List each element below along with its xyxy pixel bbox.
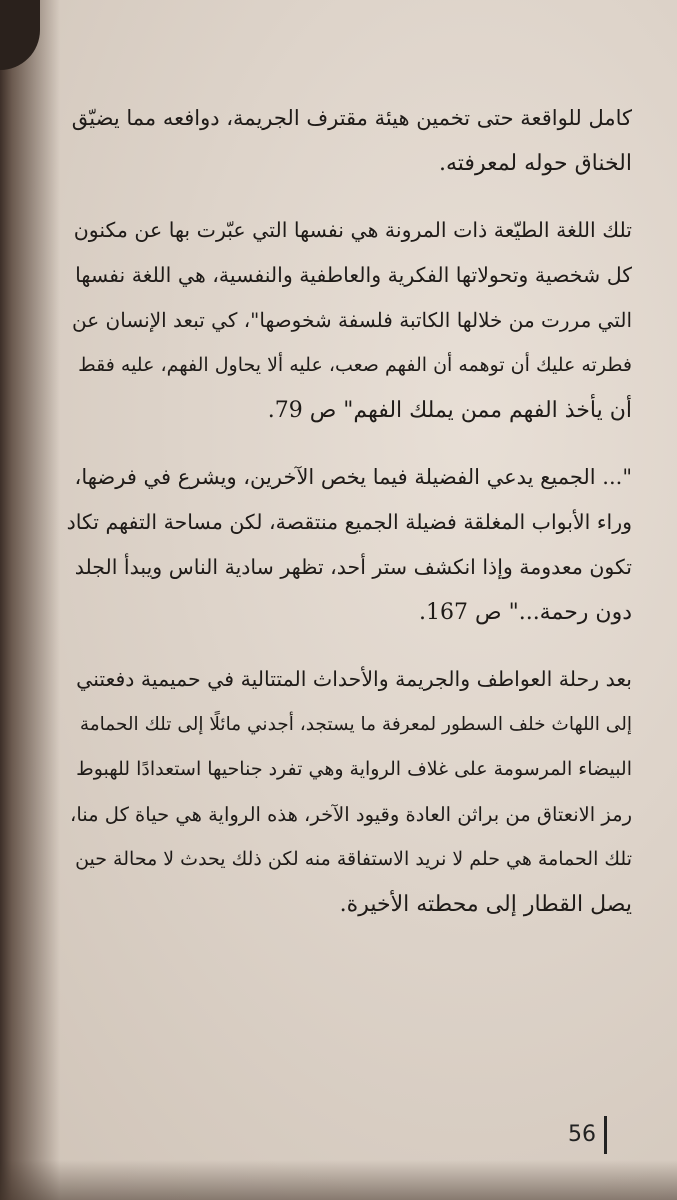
text-line: تكون معدومة وإذا انكشف ستر أحد، تظهر سادية الناس ويبدأ الجلد [74, 555, 632, 579]
text-line: كامل للواقعة حتى تخمين هيئة مقترف الجريمة، دوافعه مما يضيّق [71, 106, 632, 130]
text-line: دون رحمة..." ص 167. [419, 600, 632, 625]
text-line: كل شخصية وتحولاتها الفكرية والعاطفية والنفسية، هي اللغة نفسها [75, 263, 632, 287]
page-number: 56 [568, 1122, 596, 1147]
page-number-rule [604, 1116, 607, 1154]
text-line: التي مررت من خلالها الكاتبة فلسفة شخوصها"، كي تبعد الإنسان عن [72, 308, 632, 332]
page-bottom-shadow [0, 1160, 677, 1200]
text-line: تلك اللغة الطيّعة ذات المرونة هي نفسها التي عبّرت بها عن مكنون [73, 218, 632, 242]
text-line: وراء الأبواب المغلقة فضيلة الجميع منتقصة، لكن مساحة التفهم تكاد [66, 510, 632, 534]
paragraph-3 [66, 455, 632, 635]
text-line: الخناق حوله لمعرفته. [439, 151, 632, 176]
text-line: يصل القطار إلى محطته الأخيرة. [339, 892, 632, 917]
paragraph-2 [66, 208, 632, 433]
text-line: رمز الانعتاق من براثن العادة وقيود الآخر، هذه الرواية هي حياة كل منا، [70, 803, 632, 826]
text-line: تلك الحمامة هي حلم لا نريد الاستفاقة منه لكن ذلك يحدث لا محالة حين [75, 848, 632, 870]
text-line: أن يأخذ الفهم ممن يملك الفهم" ص 79. [267, 398, 632, 423]
page-gutter-shadow [0, 0, 60, 1200]
text-line: فطرته عليك أن توهمه أن الفهم صعب، عليه ألا يحاول الفهم، عليه فقط [78, 354, 632, 376]
text-line: بعد رحلة العواطف والجريمة والأحداث المتتالية في حميمية دفعتني [76, 667, 632, 691]
paragraph-4 [66, 657, 632, 927]
paragraph-1 [66, 96, 632, 186]
body-text [66, 96, 632, 949]
text-line: "... الجميع يدعي الفضيلة فيما يخص الآخرين، ويشرع في فرضها، [74, 465, 632, 489]
text-line: إلى اللهاث خلف السطور لمعرفة ما يستجد، أجدني مائلًا إلى تلك الحمامة [79, 714, 632, 735]
text-line: البيضاء المرسومة على غلاف الرواية وهي تفرد جناحيها استعدادًا للهبوط [76, 758, 632, 780]
